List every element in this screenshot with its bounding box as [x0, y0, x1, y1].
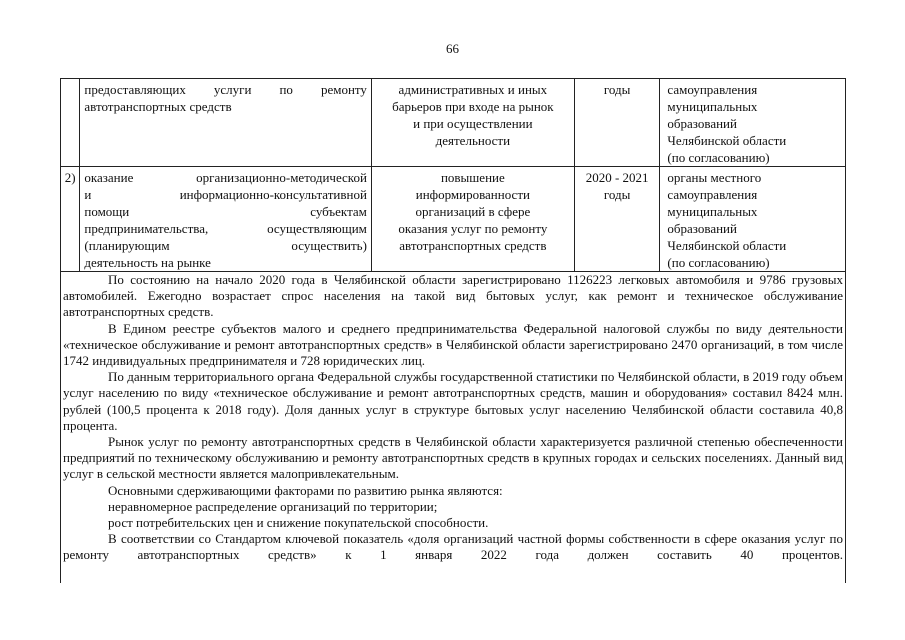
description-line: и информационно-консультативной	[84, 187, 367, 202]
goal-cell	[371, 167, 574, 272]
responsible-line: самоуправления	[667, 187, 758, 202]
paragraph: Основными сдерживающими факторами по развитию рынка являются:	[108, 482, 503, 498]
responsible-line: органы местного	[667, 170, 762, 185]
term-cell	[574, 79, 660, 167]
measure-description-cell	[80, 167, 372, 272]
description-line: предпринимательства, осуществляющим	[84, 221, 367, 236]
goal-line: административных и иных	[398, 82, 548, 97]
body-text	[63, 272, 843, 564]
responsible-cell	[660, 79, 846, 167]
paragraph: По состоянию на начало 2020 года в Челябинской области зарегистрировано 1126223 легковых автомобиля и 9786 грузовых автомобилей. Ежегодно возрастает спрос населения на такой вид бытовых услуг, как ремонт и техническое обслуживание автотранспортных средств.	[63, 272, 843, 320]
list-item: неравномерное распределение организаций по территории;	[108, 498, 438, 514]
measures-table	[60, 78, 846, 272]
paragraph: По данным территориального органа Федеральной службы государственной статистики по Челябинской области, в 2019 году объем услуг населению по виду «техническое обслуживание и ремонт автотранспортных средств, машин и оборудования» составил 8424 млн. рублей (100,5 процента к 2018 году). Доля данных услуг в структуре бытовых услуг населению Челябинской области составила 40,8 процента.	[63, 369, 843, 433]
term-line: годы	[603, 82, 631, 97]
goal-line: деятельности	[435, 133, 511, 148]
responsible-line: образований	[667, 221, 737, 236]
goal-line: организаций в сфере	[415, 204, 531, 219]
goal-line: автотранспортных средств	[399, 238, 547, 253]
goal-line: повышение	[440, 170, 505, 185]
description-line: помощи субъектам	[84, 204, 367, 219]
goal-line: и при осуществлении	[413, 116, 533, 131]
description-line: деятельность на рынке	[84, 255, 211, 270]
responsible-line: Челябинской области	[667, 238, 787, 253]
responsible-line: (по согласованию)	[667, 255, 770, 270]
goal-line: информированности	[415, 187, 530, 202]
description-line: предоставляющих услуги по ремонту	[84, 82, 367, 97]
term-line: 2020 - 2021	[585, 170, 649, 185]
responsible-line: Челябинской области	[667, 133, 787, 148]
term-line: годы	[603, 187, 631, 202]
responsible-line: самоуправления	[667, 82, 758, 97]
responsible-cell	[660, 167, 846, 272]
row-number-cell	[61, 167, 80, 272]
responsible-line: (по согласованию)	[667, 150, 770, 165]
list-item: рост потребительских цен и снижение покупательской способности.	[108, 515, 489, 531]
paragraph: Рынок услуг по ремонту автотранспортных средств в Челябинской области характеризуется различной степенью обеспеченности предприятий по техническому обслуживанию и ремонту автотранспортных средств в крупных городах и сельских поселениях. Данный вид услуг в сельской местности является малопривлекательным.	[63, 434, 843, 482]
responsible-line: муниципальных	[667, 204, 758, 219]
measure-description-cell	[80, 79, 372, 167]
row-number: 2)	[64, 170, 76, 185]
description-line: автотранспортных средств	[84, 99, 232, 114]
goal-line: оказания услуг по ремонту	[398, 221, 548, 236]
description-line: (планирующим осуществить)	[84, 238, 367, 253]
table-row	[61, 167, 846, 272]
responsible-line: образований	[667, 116, 737, 131]
paragraph: В соответствии со Стандартом ключевой показатель «доля организаций частной формы собственности в сфере оказания услуг по ремонту автотранспортных средств» к 1 января 2022 года должен составить 40 процентов.	[63, 531, 843, 563]
responsible-line: муниципальных	[667, 99, 758, 114]
term-cell	[574, 167, 660, 272]
goal-cell	[371, 79, 574, 167]
description-line: оказание организационно-методической	[84, 170, 367, 185]
row-number-cell	[61, 79, 80, 167]
page-number: 66	[446, 41, 459, 56]
goal-line: барьеров при входе на рынок	[392, 99, 554, 114]
table-row	[61, 79, 846, 167]
paragraph: В Едином реестре субъектов малого и среднего предпринимательства Федеральной налоговой службы по виду деятельности «техническое обслуживание и ремонт автотранспортных средств» в Челябинской области зарегистрировано 2470 организаций, в том числе 1742 индивидуальных предпринимателя и 728 юридических лиц.	[63, 320, 843, 369]
